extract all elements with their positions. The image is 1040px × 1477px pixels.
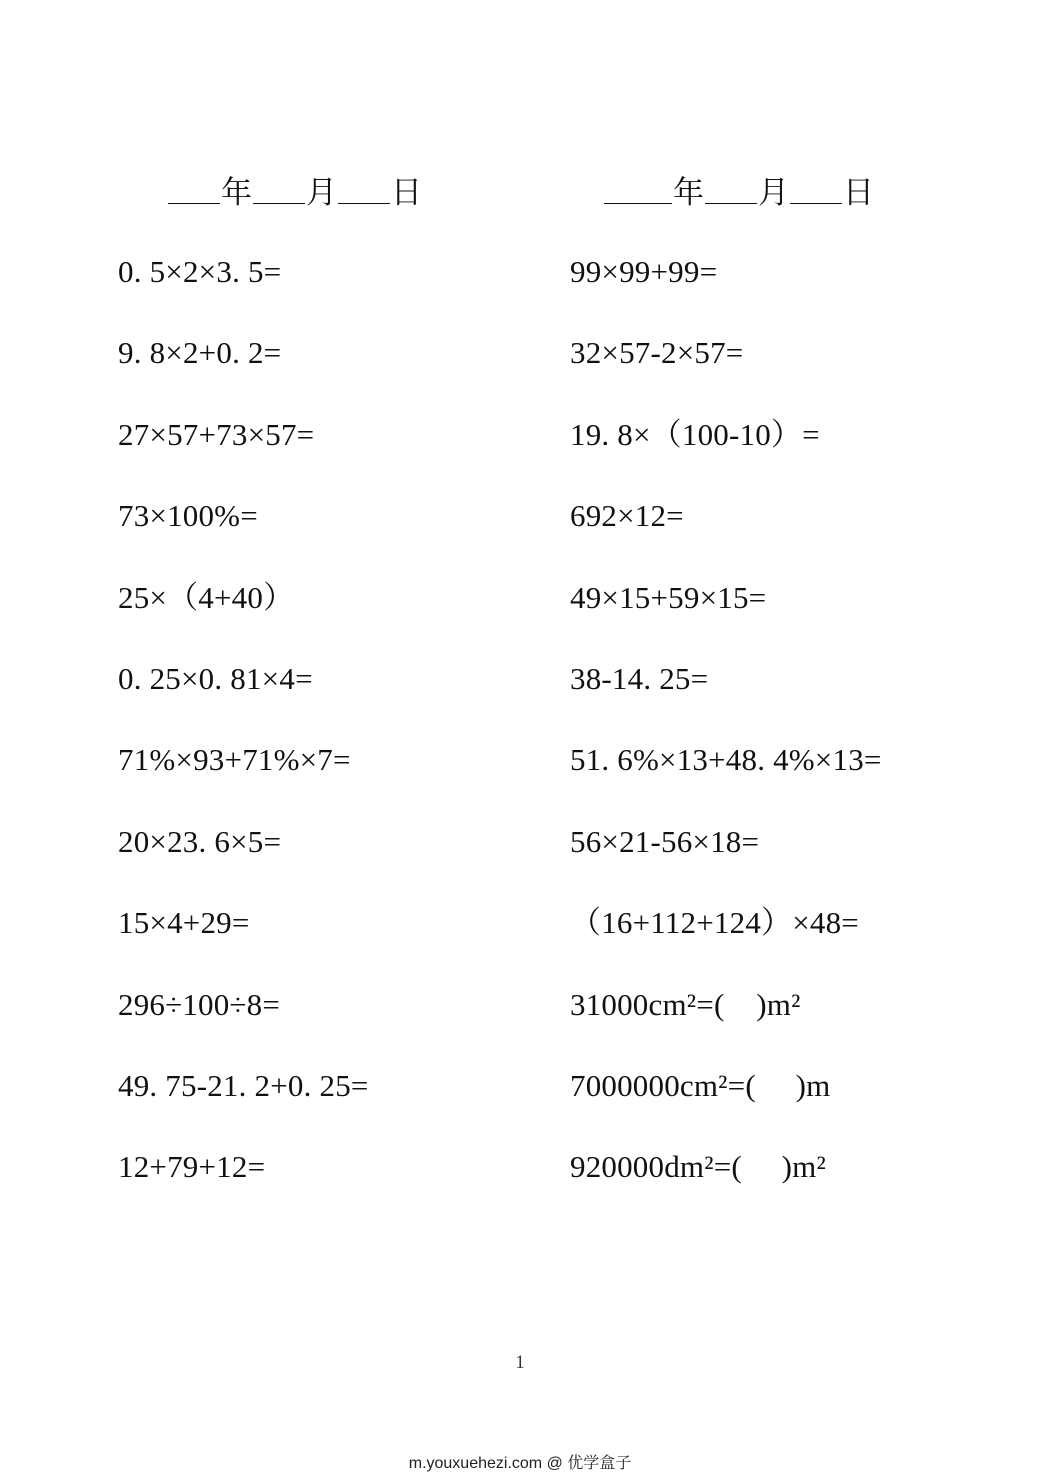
math-problem: 99×99+99= [570, 254, 718, 289]
day-label: 日 [843, 175, 874, 210]
math-problem: 692×12= [570, 498, 684, 534]
math-problem: 73×100%= [118, 498, 258, 534]
math-problem: 20×23. 6×5= [118, 823, 282, 859]
math-problem: 49. 75-21. 2+0. 25= [118, 1067, 369, 1103]
math-problem: 56×21-56×18= [570, 823, 760, 859]
math-problem: 19. 8×（100-10）= [570, 416, 820, 452]
math-problem: 51. 6%×13+48. 4%×13= [570, 742, 882, 778]
month-label: 月 [306, 175, 337, 210]
math-problem: 38-14. 25= [570, 660, 709, 696]
math-problem: （16+112+124）×48= [570, 905, 859, 941]
unit-conversion-problem: 31000cm²=( )m² [570, 986, 801, 1022]
day-blank [338, 175, 390, 204]
math-problem: 0. 25×0. 81×4= [118, 660, 313, 696]
year-blank [168, 175, 220, 204]
year-label: 年 [673, 175, 704, 210]
math-problem: 27×57+73×57= [118, 416, 315, 452]
math-problem: 49×15+59×15= [570, 579, 767, 615]
math-problem: 15×4+29= [118, 905, 250, 941]
date-header-left [168, 168, 423, 208]
math-problem: 0. 5×2×3. 5= [118, 254, 282, 289]
math-problem: 25×（4+40） [118, 579, 295, 615]
month-label: 月 [758, 175, 789, 210]
math-problem: 296÷100÷8= [118, 986, 281, 1022]
page-number: 1 [515, 1352, 525, 1373]
unit-conversion-problem: 7000000cm²=( )m [570, 1067, 831, 1103]
year-label: 年 [221, 175, 252, 210]
footer-credit: m.youxuehezi.com @ 优学盒子 [408, 1455, 632, 1472]
month-blank [253, 175, 305, 204]
unit-conversion-problem: 920000dm²=( )m² [570, 1149, 826, 1185]
math-problem: 12+79+12= [118, 1149, 266, 1185]
problem-column-right [570, 250, 1010, 1227]
math-problem: 32×57-2×57= [570, 335, 744, 371]
problem-column-left [118, 250, 558, 1227]
month-blank [705, 175, 757, 204]
math-problem: 71%×93+71%×7= [118, 742, 351, 778]
year-blank [604, 175, 672, 204]
day-blank [790, 175, 842, 204]
date-header-right [604, 168, 875, 208]
math-problem: 9. 8×2+0. 2= [118, 335, 282, 371]
day-label: 日 [391, 175, 422, 210]
